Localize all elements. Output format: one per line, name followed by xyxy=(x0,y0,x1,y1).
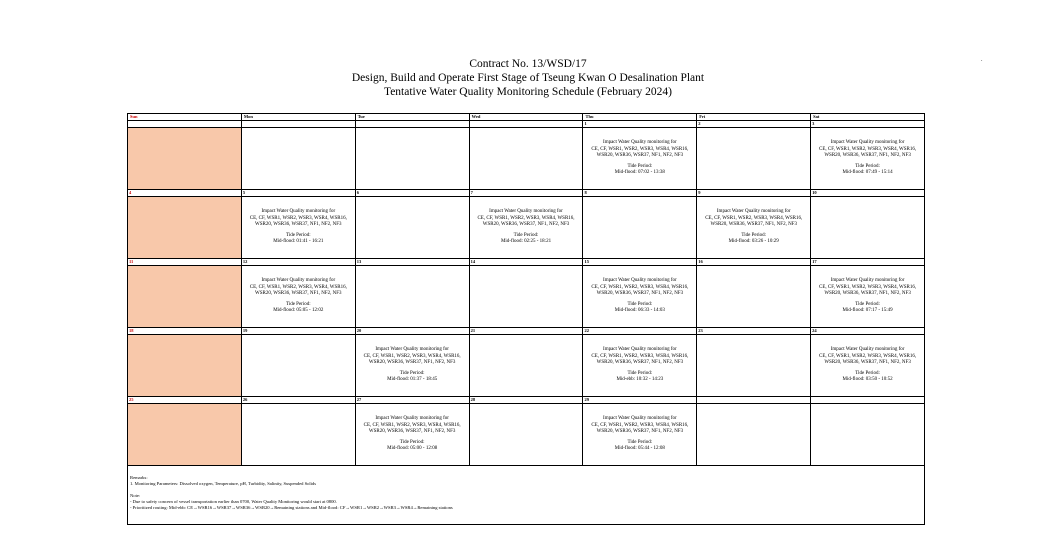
day-cell-sun xyxy=(128,121,242,189)
monitoring-event xyxy=(586,140,693,176)
day-number: 29 xyxy=(583,397,696,404)
day-body xyxy=(242,404,355,465)
schedule-title: Tentative Water Quality Monitoring Schedule (February 2024) xyxy=(383,86,673,98)
event-title: Impact Water Quality monitoring for xyxy=(603,347,677,353)
weekday-header-sat: Sat xyxy=(813,114,820,119)
day-body xyxy=(128,128,241,189)
day-number: 5 xyxy=(242,190,355,197)
day-body xyxy=(583,197,696,258)
day-body xyxy=(128,404,241,465)
weekday-header-row xyxy=(128,114,924,121)
day-number: 19 xyxy=(242,328,355,335)
day-cell-wed xyxy=(470,121,584,189)
tide-period-value: Mid-flood: 05:05 - 12:02 xyxy=(273,308,324,314)
day-body xyxy=(583,404,696,465)
tide-period-value: Mid-flood: 07:49 - 15:14 xyxy=(842,170,893,176)
event-stations: CE, CF, WSR1, WSR2, WSR3, WSR4, WSR16, WSR20, WSR36, WSR37, NF1, NF2, NF3 xyxy=(591,422,689,434)
day-cell-thu xyxy=(583,190,697,258)
day-cell-mon xyxy=(242,328,356,396)
calendar-weeks xyxy=(128,121,924,466)
remarks-parameters: 1. Monitoring Parameters: Dissolved oxygen, Temperature, pH, Turbidity, Salinity, Suspended Solids xyxy=(130,481,317,486)
event-title: Impact Water Quality monitoring for xyxy=(375,347,449,353)
day-number: 8 xyxy=(583,190,696,197)
tide-period-label: Tide Period: xyxy=(855,371,880,377)
day-body xyxy=(811,266,924,327)
note-label: Note: xyxy=(130,493,141,498)
day-body xyxy=(811,335,924,396)
day-number: 20 xyxy=(356,328,469,335)
day-number: 7 xyxy=(470,190,583,197)
event-title: Impact Water Quality monitoring for xyxy=(603,416,677,422)
day-cell-sun xyxy=(128,190,242,258)
day-body xyxy=(697,404,810,465)
tide-period-label: Tide Period: xyxy=(513,233,539,239)
event-title: Impact Water Quality monitoring for xyxy=(489,209,563,215)
tide-period-value: Mid-flood: 01:37 - 18:45 xyxy=(387,377,438,383)
day-cell-mon xyxy=(242,259,356,327)
day-number: 24 xyxy=(811,328,924,335)
day-number: 27 xyxy=(356,397,469,404)
monitoring-event xyxy=(586,347,693,383)
day-number xyxy=(356,121,469,128)
day-cell-sun xyxy=(128,259,242,327)
weekday-header-fri: Fri xyxy=(697,114,811,120)
event-title: Impact Water Quality monitoring for xyxy=(830,140,905,146)
monitoring-event xyxy=(586,278,693,314)
event-stations: CE, CF, WSR1, WSR2, WSR3, WSR4, WSR16, WSR20, WSR36, WSR37, NF1, NF2, NF3 xyxy=(249,215,347,227)
day-body xyxy=(697,335,810,396)
day-body xyxy=(356,266,469,327)
day-number: 12 xyxy=(242,259,355,266)
monitoring-event xyxy=(814,140,921,176)
day-body xyxy=(470,197,583,258)
day-number: 3 xyxy=(811,121,924,128)
day-cell-thu xyxy=(583,397,697,465)
day-body xyxy=(242,128,355,189)
day-number: 6 xyxy=(356,190,469,197)
tide-period-label: Tide Period: xyxy=(285,233,311,239)
monitoring-event xyxy=(473,209,580,245)
day-body xyxy=(356,404,469,465)
day-number: 21 xyxy=(470,328,583,335)
day-number xyxy=(697,397,810,404)
day-cell-tue xyxy=(356,328,470,396)
monitoring-event xyxy=(245,278,352,314)
day-number xyxy=(811,397,924,404)
day-number: 9 xyxy=(697,190,810,197)
event-stations: CE, CF, WSR1, WSR2, WSR3, WSR4, WSR16, WSR20, WSR36, WSR37, NF1, NF2, NF3 xyxy=(363,353,461,365)
day-cell-sat xyxy=(811,121,924,189)
monitoring-event xyxy=(814,347,921,383)
day-cell-sat xyxy=(811,259,924,327)
day-number: 23 xyxy=(697,328,810,335)
day-cell-mon xyxy=(242,397,356,465)
day-number xyxy=(242,121,355,128)
day-cell-mon xyxy=(242,121,356,189)
day-number: 13 xyxy=(356,259,469,266)
day-cell-sun xyxy=(128,397,242,465)
day-number: 28 xyxy=(470,397,583,404)
weekday-header-thu: Thu xyxy=(583,114,697,120)
event-title: Impact Water Quality monitoring for xyxy=(830,347,905,353)
event-stations: CE, CF, WSR1, WSR2, WSR3, WSR4, WSR16, WSR20, WSR36, WSR37, NF1, NF2, NF3 xyxy=(591,146,689,158)
calendar-week xyxy=(128,397,924,466)
day-body xyxy=(128,335,241,396)
event-title: Impact Water Quality monitoring for xyxy=(603,278,677,284)
weekday-header-mon: Mon xyxy=(242,114,356,120)
event-stations: CE, CF, WSR1, WSR2, WSR3, WSR4, WSR16, WSR20, WSR36, WSR37, NF1, NF2, NF3 xyxy=(591,284,689,296)
monitoring-calendar xyxy=(127,113,925,525)
day-cell-sun xyxy=(128,328,242,396)
monitoring-event xyxy=(245,209,352,245)
tide-period-value: Mid-flood: 07:02 - 13:38 xyxy=(614,170,665,176)
day-number: 14 xyxy=(470,259,583,266)
day-cell-tue xyxy=(356,121,470,189)
calendar-week xyxy=(128,190,924,259)
monitoring-event xyxy=(814,278,921,314)
tide-period-label: Tide Period: xyxy=(399,440,425,446)
day-number: 16 xyxy=(697,259,810,266)
day-cell-fri xyxy=(697,397,811,465)
event-title: Impact Water Quality monitoring for xyxy=(375,416,449,422)
tide-period-value: Mid-flood: 07:17 - 15:49 xyxy=(842,308,893,314)
day-body xyxy=(470,335,583,396)
remarks-section xyxy=(130,475,910,511)
day-body xyxy=(242,197,355,258)
day-number: 2 xyxy=(697,121,810,128)
day-body xyxy=(356,197,469,258)
day-body xyxy=(470,266,583,327)
event-stations: CE, CF, WSR1, WSR2, WSR3, WSR4, WSR16, WSR20, WSR36, WSR37, NF1, NF2, NF3 xyxy=(819,353,917,365)
day-body xyxy=(583,128,696,189)
tide-period-value: Mid-ebb: 10:32 - 14:23 xyxy=(616,377,664,383)
day-cell-tue xyxy=(356,259,470,327)
day-cell-tue xyxy=(356,190,470,258)
tide-period-label: Tide Period: xyxy=(627,302,653,308)
tide-period-label: Tide Period: xyxy=(855,164,880,170)
day-body xyxy=(356,128,469,189)
tide-period-label: Tide Period: xyxy=(627,371,653,377)
event-title: Impact Water Quality monitoring for xyxy=(261,278,336,284)
day-cell-thu xyxy=(583,328,697,396)
day-body xyxy=(242,266,355,327)
day-number xyxy=(470,121,583,128)
weekday-header-tue: Tue xyxy=(356,114,470,120)
day-cell-sat xyxy=(811,190,924,258)
day-body xyxy=(811,404,924,465)
day-number xyxy=(128,121,241,128)
day-number: 25 xyxy=(128,397,241,404)
day-number: 1 xyxy=(583,121,696,128)
tide-period-value: Mid-flood: 03:26 - 10:29 xyxy=(728,239,779,245)
day-body xyxy=(470,128,583,189)
event-stations: CE, CF, WSR1, WSR2, WSR3, WSR4, WSR16, WSR20, WSR36, WSR37, NF1, NF2, NF3 xyxy=(819,284,917,296)
day-number: 17 xyxy=(811,259,924,266)
day-body xyxy=(697,128,810,189)
day-cell-mon xyxy=(242,190,356,258)
tide-period-label: Tide Period: xyxy=(741,233,767,239)
calendar-week xyxy=(128,259,924,328)
project-title: Design, Build and Operate First Stage of Tseung Kwan O Desalination Plant xyxy=(351,72,705,84)
tide-period-label: Tide Period: xyxy=(627,440,653,446)
monitoring-event xyxy=(359,416,466,452)
event-title: Impact Water Quality monitoring for xyxy=(716,209,791,215)
tide-period-value: Mid-flood: 05:44 - 12:08 xyxy=(614,446,665,452)
day-body xyxy=(470,404,583,465)
tide-period-label: Tide Period: xyxy=(855,302,880,308)
monitoring-event xyxy=(700,209,807,245)
event-title: Impact Water Quality monitoring for xyxy=(603,140,677,146)
day-cell-wed xyxy=(470,259,584,327)
day-cell-wed xyxy=(470,328,584,396)
day-body xyxy=(811,128,924,189)
calendar-week xyxy=(128,328,924,397)
note-safety: - Due to safety concern of vessel transportation earlier than 0700, Water Quality Monitoring would start at 0800. xyxy=(130,499,337,504)
corner-mark: . xyxy=(981,57,983,63)
event-stations: CE, CF, WSR1, WSR2, WSR3, WSR4, WSR16, WSR20, WSR36, WSR37, NF1, NF2, NF3 xyxy=(591,353,689,365)
day-body xyxy=(242,335,355,396)
note-routing: - Prioritized routing: Mid-ebb: CE→WSR16→WSR37→WSR36→WSR20→Remaining stations and Mid-flood: CF→WSR1→WSR2→WSR3→WSR4→Remaining stations xyxy=(130,505,453,510)
day-cell-fri xyxy=(697,259,811,327)
tide-period-value: Mid-flood: 01:41 - 16:21 xyxy=(273,239,324,245)
contract-number: Contract No. 13/WSD/17 xyxy=(469,58,587,70)
day-body xyxy=(356,335,469,396)
day-body xyxy=(583,335,696,396)
remarks-label: Remarks: xyxy=(130,475,148,480)
day-cell-thu xyxy=(583,121,697,189)
event-stations: CE, CF, WSR1, WSR2, WSR3, WSR4, WSR16, WSR20, WSR36, WSR37, NF1, NF2, NF3 xyxy=(363,422,461,434)
day-cell-fri xyxy=(697,190,811,258)
event-stations: CE, CF, WSR1, WSR2, WSR3, WSR4, WSR16, WSR20, WSR36, WSR37, NF1, NF2, NF3 xyxy=(819,146,917,158)
day-number: 11 xyxy=(128,259,241,266)
day-body xyxy=(128,266,241,327)
day-number: 10 xyxy=(811,190,924,197)
weekday-header-wed: Wed xyxy=(470,114,584,120)
day-cell-sat xyxy=(811,397,924,465)
day-cell-wed xyxy=(470,397,584,465)
tide-period-value: Mid-flood: 05:00 - 12:08 xyxy=(387,446,438,452)
event-stations: CE, CF, WSR1, WSR2, WSR3, WSR4, WSR16, WSR20, WSR36, WSR37, NF1, NF2, NF3 xyxy=(477,215,575,227)
weekday-header-sun: Sun xyxy=(128,114,242,120)
monitoring-event xyxy=(359,347,466,383)
monitoring-event xyxy=(586,416,693,452)
day-cell-thu xyxy=(583,259,697,327)
day-body xyxy=(697,266,810,327)
tide-period-value: Mid-flood: 02:25 - 18:21 xyxy=(500,239,552,245)
day-number: 22 xyxy=(583,328,696,335)
tide-period-label: Tide Period: xyxy=(627,164,653,170)
day-cell-fri xyxy=(697,328,811,396)
event-stations: CE, CF, WSR1, WSR2, WSR3, WSR4, WSR16, WSR20, WSR36, WSR37, NF1, NF2, NF3 xyxy=(249,284,347,296)
document-title xyxy=(0,57,1056,99)
day-body xyxy=(811,197,924,258)
event-stations: CE, CF, WSR1, WSR2, WSR3, WSR4, WSR16, WSR20, WSR36, WSR37, NF1, NF2, NF3 xyxy=(705,215,803,227)
tide-period-value: Mid-flood: 03:50 - 10:52 xyxy=(842,377,893,383)
day-number: 4 xyxy=(128,190,241,197)
calendar-week xyxy=(128,121,924,190)
tide-period-value: Mid-flood: 06:33 - 14:03 xyxy=(614,308,665,314)
day-body xyxy=(583,266,696,327)
day-body xyxy=(697,197,810,258)
day-number: 26 xyxy=(242,397,355,404)
day-cell-tue xyxy=(356,397,470,465)
day-cell-sat xyxy=(811,328,924,396)
event-title: Impact Water Quality monitoring for xyxy=(830,278,905,284)
event-title: Impact Water Quality monitoring for xyxy=(261,209,336,215)
tide-period-label: Tide Period: xyxy=(399,371,425,377)
tide-period-label: Tide Period: xyxy=(285,302,311,308)
day-cell-fri xyxy=(697,121,811,189)
day-number: 18 xyxy=(128,328,241,335)
day-cell-wed xyxy=(470,190,584,258)
day-body xyxy=(128,197,241,258)
day-number: 15 xyxy=(583,259,696,266)
